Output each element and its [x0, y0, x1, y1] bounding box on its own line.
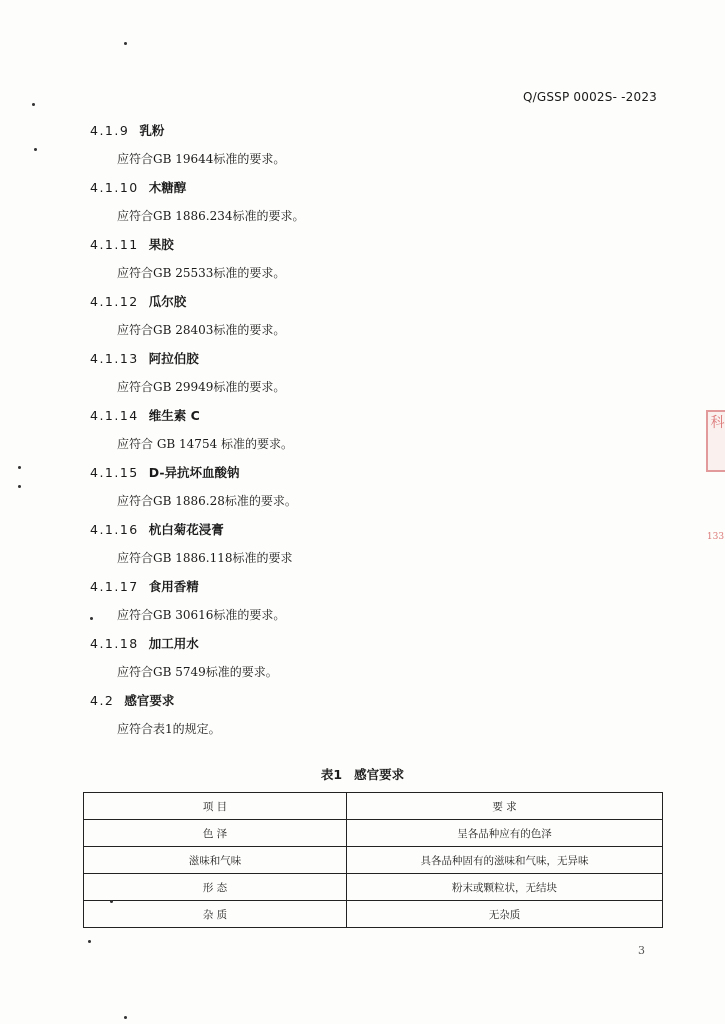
section-text: 应符合表1的规定。: [117, 722, 221, 736]
scan-speck: [32, 103, 35, 106]
section-text: 应符合GB 28403标准的要求。: [117, 323, 286, 337]
section-text: 应符合 GB 14754 标准的要求。: [117, 437, 294, 451]
table-caption: [0, 765, 725, 783]
section-text: 应符合GB 1886.118标准的要求: [117, 551, 293, 565]
section-text: 应符合GB 1886.28标准的要求。: [117, 494, 297, 508]
section-heading: 4.1.17 食用香精: [90, 579, 199, 594]
scan-speck: [34, 148, 37, 151]
section-heading: 4.1.15 D-异抗坏血酸钠: [90, 465, 240, 480]
scan-speck: [124, 1016, 127, 1019]
table-cell: 具各品种固有的滋味和气味，无异味: [347, 847, 663, 874]
section-heading: 4.1.12 瓜尔胶: [90, 294, 187, 309]
table-cell: 形 态: [84, 874, 347, 901]
table-cell: 色 泽: [84, 820, 347, 847]
section-heading: 4.1.14 维生素 C: [90, 408, 200, 423]
section-heading: 4.1.18 加工用水: [90, 636, 199, 651]
section-text: 应符合GB 30616标准的要求。: [117, 608, 286, 622]
page-number: 3: [638, 944, 645, 957]
scan-speck: [110, 900, 113, 903]
doc-code: Q/GSSP 0002S- -2023: [522, 90, 657, 104]
scan-speck: [124, 42, 127, 45]
table-cell: 滋味和气味: [84, 847, 347, 874]
table-row: [84, 847, 663, 874]
section-text: 应符合GB 29949标准的要求。: [117, 380, 286, 394]
table-caption-title: 感官要求: [354, 767, 405, 782]
section-heading: 4.1.9 乳粉: [90, 123, 165, 138]
section-text: 应符合GB 5749标准的要求。: [117, 665, 278, 679]
section-heading: 4.1.11 果胶: [90, 237, 174, 252]
table-row: [84, 874, 663, 901]
table-cell: 无杂质: [347, 901, 663, 928]
seal-stamp-fragment-small: 133: [706, 532, 725, 542]
scan-speck: [18, 485, 21, 488]
sensory-requirements-table: [83, 792, 663, 928]
table-header-cell: 项 目: [84, 793, 347, 820]
section-heading: 4.1.16 杭白菊花浸膏: [90, 522, 224, 537]
table-cell: 呈各品种应有的色泽: [347, 820, 663, 847]
section-text: 应符合GB 19644标准的要求。: [117, 152, 286, 166]
section-text: 应符合GB 1886.234标准的要求。: [117, 209, 305, 223]
seal-stamp-fragment: 科: [706, 410, 725, 472]
scan-speck: [88, 940, 91, 943]
table-caption-number: 表1: [320, 767, 343, 782]
table-header-cell: 要 求: [347, 793, 663, 820]
section-heading: 4.2 感官要求: [90, 693, 175, 708]
section-text: 应符合GB 25533标准的要求。: [117, 266, 286, 280]
table-cell: 粉末或颗粒状，无结块: [347, 874, 663, 901]
scan-speck: [90, 617, 93, 620]
table-header-row: [84, 793, 663, 820]
table-row: [84, 901, 663, 928]
table-row: [84, 820, 663, 847]
section-heading: 4.1.10 木糖醇: [90, 180, 187, 195]
scan-speck: [18, 466, 21, 469]
section-heading: 4.1.13 阿拉伯胶: [90, 351, 199, 366]
table-cell: 杂 质: [84, 901, 347, 928]
